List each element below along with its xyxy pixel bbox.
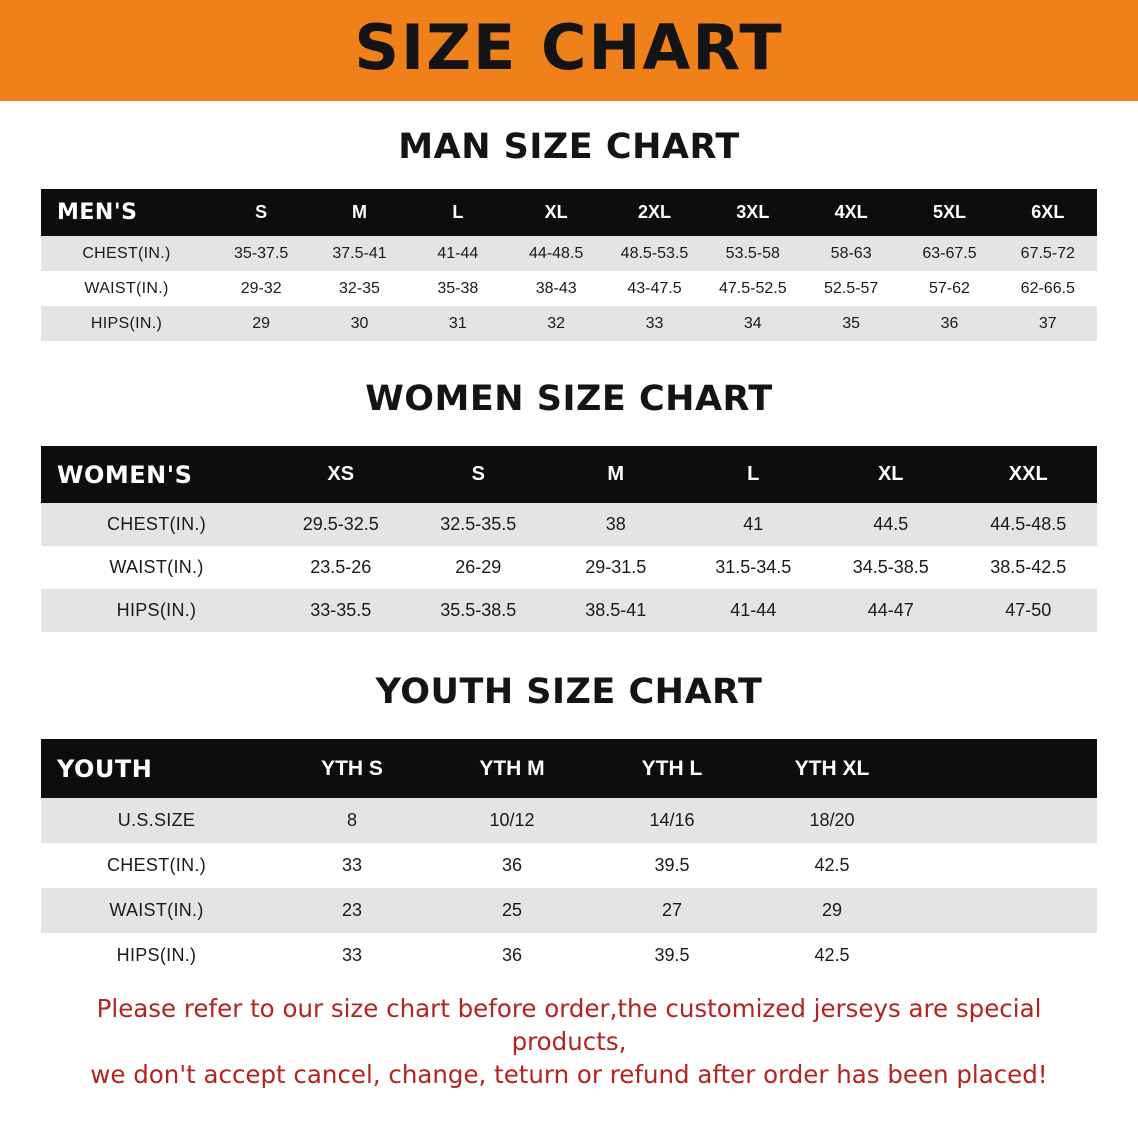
order-policy-note	[41, 992, 1097, 1091]
men-section-title: MAN SIZE CHART	[398, 127, 740, 167]
women-cell-0-0: 29.5-32.5	[272, 503, 410, 546]
women-cell-1-3: 31.5-34.5	[685, 546, 823, 589]
women-cell-0-2: 38	[547, 503, 685, 546]
men-cell-0-3: 44-48.5	[507, 236, 605, 271]
youth-cell-0-spacer	[912, 798, 1097, 843]
men-header-cell-5: 2XL	[605, 189, 703, 236]
banner	[0, 0, 1138, 101]
youth-cell-2-spacer	[912, 888, 1097, 933]
women-cell-0-3: 41	[685, 503, 823, 546]
table-row	[41, 933, 1097, 978]
women-cell-0-5: 44.5-48.5	[960, 503, 1098, 546]
table-row	[41, 503, 1097, 546]
men-cell-1-0: 29-32	[212, 271, 310, 306]
women-section-title: WOMEN SIZE CHART	[365, 379, 773, 419]
men-cell-1-2: 35-38	[409, 271, 507, 306]
women-cell-1-5: 38.5-42.5	[960, 546, 1098, 589]
youth-row-label-3: HIPS(IN.)	[41, 933, 272, 978]
youth-header-cell-spacer	[912, 739, 1097, 798]
men-cell-1-7: 57-62	[900, 271, 998, 306]
men-cell-2-4: 33	[605, 306, 703, 341]
men-header-cell-1: S	[212, 189, 310, 236]
women-header-cell-4: L	[685, 446, 823, 503]
youth-cell-3-1: 36	[432, 933, 592, 978]
men-cell-0-2: 41-44	[409, 236, 507, 271]
women-cell-0-1: 32.5-35.5	[410, 503, 548, 546]
men-header-cell-9: 6XL	[999, 189, 1097, 236]
men-cell-1-6: 52.5-57	[802, 271, 900, 306]
women-header-cell-6: XXL	[960, 446, 1098, 503]
youth-cell-2-3: 29	[752, 888, 912, 933]
youth-row-label-2: WAIST(IN.)	[41, 888, 272, 933]
women-header-cell-0: WOMEN'S	[41, 446, 272, 503]
men-cell-2-8: 37	[999, 306, 1097, 341]
women-header-cell-1: XS	[272, 446, 410, 503]
women-cell-2-5: 47-50	[960, 589, 1098, 632]
youth-cell-2-0: 23	[272, 888, 432, 933]
men-row-label-2: HIPS(IN.)	[41, 306, 212, 341]
table-row	[41, 271, 1097, 306]
men-cell-2-1: 30	[310, 306, 408, 341]
youth-section-title: YOUTH SIZE CHART	[375, 672, 763, 712]
men-size-table	[41, 189, 1097, 341]
youth-header-cell-3: YTH L	[592, 739, 752, 798]
women-cell-2-3: 41-44	[685, 589, 823, 632]
table-header-row	[41, 446, 1097, 503]
women-cell-0-4: 44.5	[822, 503, 960, 546]
men-cell-0-1: 37.5-41	[310, 236, 408, 271]
table-header-row	[41, 739, 1097, 798]
table-header-row	[41, 189, 1097, 236]
order-policy-note-line2: we don't accept cancel, change, teturn or refund after order has been placed!	[90, 1060, 1048, 1090]
men-cell-1-3: 38-43	[507, 271, 605, 306]
men-cell-1-5: 47.5-52.5	[704, 271, 802, 306]
table-row	[41, 798, 1097, 843]
youth-cell-3-spacer	[912, 933, 1097, 978]
men-cell-2-5: 34	[704, 306, 802, 341]
youth-cell-1-2: 39.5	[592, 843, 752, 888]
women-row-label-1: WAIST(IN.)	[41, 546, 272, 589]
youth-cell-0-2: 14/16	[592, 798, 752, 843]
men-header-cell-6: 3XL	[704, 189, 802, 236]
youth-header-cell-4: YTH XL	[752, 739, 912, 798]
men-cell-2-6: 35	[802, 306, 900, 341]
men-cell-0-5: 53.5-58	[704, 236, 802, 271]
men-cell-1-4: 43-47.5	[605, 271, 703, 306]
women-cell-2-4: 44-47	[822, 589, 960, 632]
women-cell-2-0: 33-35.5	[272, 589, 410, 632]
banner-title: SIZE CHART	[354, 10, 784, 84]
youth-cell-0-3: 18/20	[752, 798, 912, 843]
youth-size-table	[41, 739, 1097, 978]
women-cell-1-1: 26-29	[410, 546, 548, 589]
table-row	[41, 888, 1097, 933]
men-header-cell-0: MEN'S	[41, 189, 212, 236]
men-cell-2-0: 29	[212, 306, 310, 341]
women-row-label-2: HIPS(IN.)	[41, 589, 272, 632]
men-row-label-0: CHEST(IN.)	[41, 236, 212, 271]
table-row	[41, 236, 1097, 271]
youth-cell-1-3: 42.5	[752, 843, 912, 888]
men-cell-1-8: 62-66.5	[999, 271, 1097, 306]
table-row	[41, 589, 1097, 632]
men-header-cell-4: XL	[507, 189, 605, 236]
youth-row-label-0: U.S.SIZE	[41, 798, 272, 843]
youth-row-label-1: CHEST(IN.)	[41, 843, 272, 888]
men-cell-0-8: 67.5-72	[999, 236, 1097, 271]
youth-cell-2-2: 27	[592, 888, 752, 933]
men-cell-2-7: 36	[900, 306, 998, 341]
women-cell-2-1: 35.5-38.5	[410, 589, 548, 632]
youth-cell-1-1: 36	[432, 843, 592, 888]
youth-header-cell-1: YTH S	[272, 739, 432, 798]
youth-cell-1-spacer	[912, 843, 1097, 888]
youth-cell-0-1: 10/12	[432, 798, 592, 843]
women-cell-1-0: 23.5-26	[272, 546, 410, 589]
women-cell-1-4: 34.5-38.5	[822, 546, 960, 589]
youth-cell-3-0: 33	[272, 933, 432, 978]
youth-header-cell-0: YOUTH	[41, 739, 272, 798]
women-size-table	[41, 446, 1097, 632]
youth-header-cell-2: YTH M	[432, 739, 592, 798]
table-row	[41, 843, 1097, 888]
youth-cell-2-1: 25	[432, 888, 592, 933]
table-row	[41, 546, 1097, 589]
men-header-cell-7: 4XL	[802, 189, 900, 236]
men-header-cell-8: 5XL	[900, 189, 998, 236]
men-cell-0-4: 48.5-53.5	[605, 236, 703, 271]
women-header-cell-5: XL	[822, 446, 960, 503]
women-header-cell-2: S	[410, 446, 548, 503]
youth-cell-3-2: 39.5	[592, 933, 752, 978]
table-row	[41, 306, 1097, 341]
women-row-label-0: CHEST(IN.)	[41, 503, 272, 546]
men-header-cell-2: M	[310, 189, 408, 236]
women-header-cell-3: M	[547, 446, 685, 503]
youth-cell-0-0: 8	[272, 798, 432, 843]
youth-cell-3-3: 42.5	[752, 933, 912, 978]
women-cell-1-2: 29-31.5	[547, 546, 685, 589]
order-policy-note-line1: Please refer to our size chart before order,the customized jerseys are special products,	[96, 994, 1042, 1057]
youth-cell-1-0: 33	[272, 843, 432, 888]
men-header-cell-3: L	[409, 189, 507, 236]
men-cell-2-3: 32	[507, 306, 605, 341]
men-cell-2-2: 31	[409, 306, 507, 341]
men-cell-1-1: 32-35	[310, 271, 408, 306]
men-row-label-1: WAIST(IN.)	[41, 271, 212, 306]
women-cell-2-2: 38.5-41	[547, 589, 685, 632]
men-cell-0-7: 63-67.5	[900, 236, 998, 271]
men-cell-0-6: 58-63	[802, 236, 900, 271]
men-cell-0-0: 35-37.5	[212, 236, 310, 271]
